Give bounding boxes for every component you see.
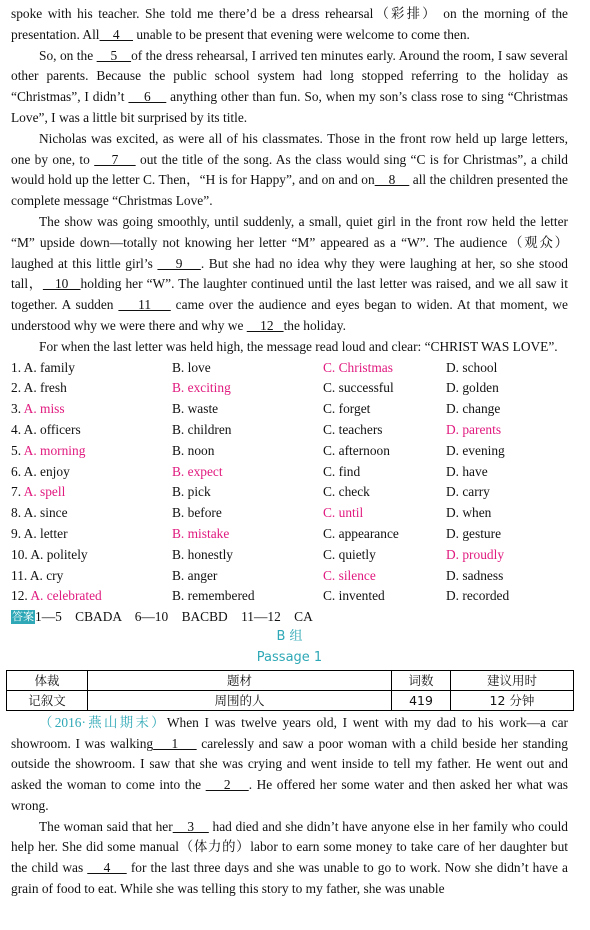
option-a: 9. A. letter — [11, 525, 68, 541]
option-b: B. anger — [172, 567, 218, 583]
source-label: （2016·燕山期末） — [39, 714, 167, 730]
option-c: C. forget — [323, 401, 371, 417]
option-c: C. check — [323, 484, 370, 500]
passage-a-paragraph-2 — [11, 46, 568, 129]
option-d: D. have — [446, 463, 488, 479]
blank-1: 1 — [153, 735, 197, 751]
table-header-cell: 建议用时 — [451, 670, 574, 690]
text-run: for the last three days and she was unable to go to work. Now she didn’t have a grain of food to eat. While she was telling this story to my father, she was unable — [11, 860, 568, 897]
option-row — [11, 358, 568, 379]
option-d: D. when — [446, 505, 492, 521]
option-d: D. recorded — [446, 588, 510, 604]
option-d: D. parents — [446, 421, 502, 437]
option-row — [11, 566, 568, 587]
blank-10: 10 — [42, 276, 81, 292]
option-row — [11, 545, 568, 566]
passage-info-table — [6, 670, 574, 711]
option-row — [11, 378, 568, 399]
text-run: had died and she didn’t have anyone else in her family who could help her. She did some manual（体力的）labor to earn some money to take care of her daughter but the child was — [11, 818, 568, 876]
blank-9: 9 — [157, 255, 201, 271]
blank-2: 2 — [205, 777, 249, 793]
option-c: C. teachers — [323, 421, 383, 437]
text-run: carelessly and saw a poor woman with a child beside her standing outside the showroom. I saw that she was crying and went inside to tell my father. He went out and asked the woman to come into the — [11, 735, 568, 793]
answer-text: 1—5 CBADA 6—10 BACBD 11—12 CA — [35, 609, 313, 625]
options-list — [11, 358, 568, 608]
passage-1-title: Passage 1 — [256, 649, 323, 665]
passage-b-paragraph-1 — [11, 713, 568, 817]
passage-a-paragraph-5: For when the last letter was held high, the message read loud and clear: “CHRIST WAS LOVE”. — [39, 338, 558, 354]
option-row — [11, 482, 568, 503]
option-number: 12. — [11, 588, 31, 604]
table-cell: 12 分钟 — [451, 690, 574, 710]
option-number: 7. — [11, 484, 24, 500]
blank-12: 12 — [246, 317, 284, 333]
option-row — [11, 420, 568, 441]
option-d: D. gesture — [446, 525, 502, 541]
correct-option-text: A. spell — [23, 484, 66, 500]
option-a: 6. A. enjoy — [11, 463, 70, 479]
option-b: B. before — [172, 505, 222, 521]
text-run: When I was twelve years old, I went with my dad to his work—a car showroom. I was walking — [11, 714, 568, 751]
option-c: C. Christmas — [323, 359, 393, 375]
option-c: C. silence — [323, 567, 376, 583]
option-d: D. proudly — [446, 546, 505, 562]
blank-4b: 4 — [87, 860, 127, 876]
option-row — [11, 586, 568, 607]
text-run: . But she had no idea why they were laughing at her, so she stood tall， — [11, 255, 568, 292]
option-a: 8. A. since — [11, 505, 68, 521]
text-run: the holiday. — [283, 317, 346, 333]
text-run: of the dress rehearsal, I arrived ten minutes early. Around the room, I saw several other parents. Because the public school system had long stopped referring to the holiday as “Christmas”, I didn’t — [11, 47, 568, 105]
correct-option-text: A. morning — [23, 442, 86, 458]
passage-a-paragraph-3 — [11, 129, 568, 212]
correct-option-text: A. celebrated — [30, 588, 102, 604]
passage-b-paragraph-2 — [11, 817, 568, 900]
option-c: C. successful — [323, 380, 394, 396]
option-row — [11, 503, 568, 524]
blank-5: 5 — [96, 47, 132, 63]
passage-a-paragraph-1 — [11, 4, 568, 46]
text-run: all the children presented the complete message “Christmas Love”. — [11, 172, 568, 209]
option-row — [11, 524, 568, 545]
table-header-cell: 体裁 — [7, 670, 88, 690]
blank-6: 6 — [128, 89, 167, 105]
group-b-title: B 组 — [276, 629, 303, 645]
option-d: D. change — [446, 401, 501, 417]
option-c: C. afternoon — [323, 442, 390, 458]
table-cell: 周围的人 — [88, 690, 392, 710]
text-run: The show was going smoothly, until suddenly, a small, quiet girl in the front row held the letter “M” upside down—totally not knowing her letter “M” appeared as a “W”. The audience（观众） laughed at this little girl’s — [11, 213, 568, 271]
option-d: D. sadness — [446, 567, 504, 583]
option-c: C. until — [323, 505, 364, 521]
text-run: out the title of the song. As the class would sing “C is for Christmas”, a child would hold up the letter C. Then，“H is for Happy”, and on and on — [11, 151, 569, 188]
text-run: anything other than fun. So, when my son’s class rose to sing “Christmas Love”, I was a little bit surprised by its title. — [11, 89, 568, 125]
option-a: 10. A. politely — [11, 546, 88, 562]
answer-badge: 答案 — [12, 610, 34, 624]
table-row — [7, 690, 574, 710]
option-row — [11, 462, 568, 483]
blank-3: 3 — [172, 818, 209, 834]
option-b: B. expect — [172, 463, 223, 479]
table-header-row — [7, 670, 574, 690]
text-run: holding her “W”. The laughter continued until the last letter was raised, and we all saw it together. A sudden — [11, 276, 568, 313]
blank-7: 7 — [94, 151, 136, 167]
option-a: 1. A. family — [11, 359, 75, 375]
table-header-cell: 题材 — [88, 670, 392, 690]
answer-key — [11, 607, 568, 627]
option-a — [11, 441, 172, 462]
option-a — [11, 399, 172, 420]
option-row — [11, 441, 568, 462]
option-b: B. pick — [172, 484, 211, 500]
option-b: B. children — [172, 421, 232, 437]
table-cell: 记叙文 — [7, 690, 88, 710]
option-b: B. noon — [172, 442, 215, 458]
option-c: C. appearance — [323, 525, 399, 541]
option-a — [11, 586, 172, 607]
option-b: B. mistake — [172, 525, 230, 541]
passage-a-paragraph-4 — [11, 212, 568, 337]
option-d: D. evening — [446, 442, 505, 458]
option-a: 2. A. fresh — [11, 380, 67, 396]
option-a: 11. A. cry — [11, 567, 64, 583]
option-row — [11, 399, 568, 420]
option-a: 4. A. officers — [11, 421, 81, 437]
blank-4: 4 — [99, 26, 133, 42]
option-number: 3. — [11, 401, 24, 417]
document-page — [11, 4, 568, 900]
text-run: Nicholas was excited, as were all of his classmates. Those in the front row held up large letters, one by one, to — [11, 130, 568, 167]
text-run: unable to be present that evening were welcome to come then. — [133, 26, 470, 42]
option-d: D. golden — [446, 380, 499, 396]
option-b: B. remembered — [172, 588, 255, 604]
text-run: spoke with his teacher. She told me there’d be a dress rehearsal（彩排） on the morning of the presentation. All — [11, 6, 568, 42]
option-c: C. quietly — [323, 546, 376, 562]
option-number: 5. — [11, 442, 24, 458]
blank-8: 8 — [374, 172, 410, 188]
option-b: B. exciting — [172, 380, 231, 396]
correct-option-text: A. miss — [23, 401, 65, 417]
option-b: B. honestly — [172, 546, 234, 562]
text-run: . He offered her some water and then asked her what was wrong. — [11, 777, 568, 813]
option-a — [11, 482, 172, 503]
text-run: came over the audience and eyes began to widen. At that moment, we understood why we were there and why we — [11, 297, 568, 333]
blank-11: 11 — [118, 297, 171, 313]
option-b: B. love — [172, 359, 211, 375]
text-run: So, on the — [39, 47, 97, 63]
option-c: C. find — [323, 463, 361, 479]
option-d: D. carry — [446, 484, 490, 500]
option-b: B. waste — [172, 401, 219, 417]
option-c: C. invented — [323, 588, 385, 604]
option-d: D. school — [446, 359, 498, 375]
table-cell: 419 — [392, 690, 451, 710]
text-run: The woman said that her — [39, 818, 173, 834]
table-header-cell: 词数 — [392, 670, 451, 690]
